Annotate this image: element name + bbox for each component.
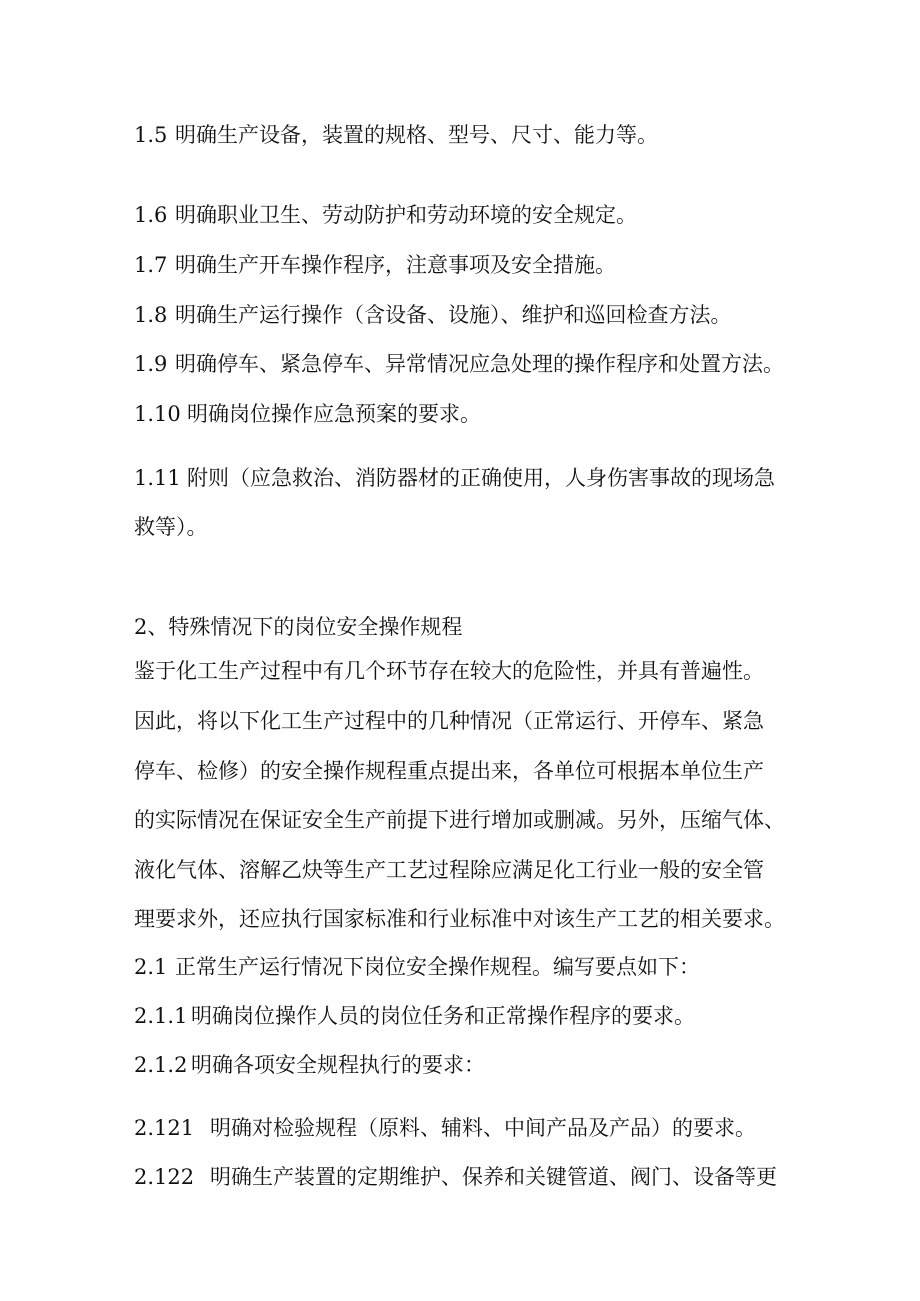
- list-item-1-11: [134, 463, 775, 493]
- item-number: 1.8: [134, 303, 168, 327]
- item-number: 2.1: [134, 955, 168, 979]
- item-number: 1.9: [134, 352, 168, 376]
- item-text: 明确生产开车操作程序，注意事项及安全措施。: [175, 253, 616, 277]
- item-text: 明确各项安全规程执行的要求：: [191, 1053, 485, 1077]
- list-item-1-9: [134, 349, 784, 379]
- item-number: 1.11: [134, 466, 181, 490]
- paragraph-line: 的实际情况在保证安全生产前提下进行增加或删减。另外，压缩气体、: [134, 808, 785, 832]
- list-item-1-7: [134, 250, 616, 280]
- list-item-1-11-continuation: [134, 512, 208, 542]
- item-number: 1.10: [134, 402, 181, 426]
- paragraph-line: 停车、检修）的安全操作规程重点提出来，各单位可根据本单位生产: [134, 759, 764, 783]
- item-text: 明确岗位操作应急预案的要求。: [187, 402, 481, 426]
- paragraph-line: 理要求外，还应执行国家标准和行业标准中对该生产工艺的相关要求。: [134, 907, 785, 931]
- sub-item-2-121: [134, 1113, 756, 1143]
- item-number: 2.1.1: [134, 1004, 188, 1028]
- paragraph-line: 因此，将以下化工生产过程中的几种情况（正常运行、开停车、紧急: [134, 709, 764, 733]
- item-number: 1.6: [134, 203, 168, 227]
- paragraph-line: 液化气体、溶解乙炔等生产工艺过程除应满足化工行业一般的安全管: [134, 858, 764, 882]
- sub-item-2-1: [134, 952, 700, 982]
- paragraph-line: 鉴于化工生产过程中有几个环节存在较大的危险性，并具有普遍性。: [134, 659, 764, 683]
- item-text: 附则（应急救治、消防器材的正确使用，人身伤害事故的现场急: [187, 466, 775, 490]
- sub-item-2-122: [134, 1162, 777, 1192]
- sub-item-2-1-2: [134, 1050, 485, 1080]
- item-number: 1.5: [134, 123, 168, 147]
- item-text: 明确生产设备，装置的规格、型号、尺寸、能力等。: [175, 123, 658, 147]
- item-text: 明确停车、紧急停车、异常情况应急处理的操作程序和处置方法。: [175, 352, 784, 376]
- item-number: 2.122: [134, 1165, 195, 1189]
- item-number: 1.7: [134, 253, 168, 277]
- item-text: 救等）。: [134, 515, 208, 539]
- list-item-1-8: [134, 300, 732, 330]
- item-text: 明确对检验规程（原料、辅料、中间产品及产品）的要求。: [210, 1116, 756, 1140]
- item-text: 明确生产装置的定期维护、保养和关键管道、阀门、设备等更: [210, 1165, 777, 1189]
- item-text: 明确生产运行操作（含设备、设施）、维护和巡回检查方法。: [175, 303, 732, 327]
- item-text: 明确岗位操作人员的岗位任务和正常操作程序的要求。: [191, 1004, 695, 1028]
- list-item-1-5: [134, 120, 658, 150]
- item-text: 明确职业卫生、劳动防护和劳动环境的安全规定。: [175, 203, 637, 227]
- list-item-1-10: [134, 399, 481, 429]
- item-number: 2.121: [134, 1116, 195, 1140]
- item-text: 正常生产运行情况下岗位安全操作规程。编写要点如下：: [175, 955, 700, 979]
- section-heading: 2、特殊情况下的岗位安全操作规程: [134, 615, 463, 639]
- item-number: 2.1.2: [134, 1053, 188, 1077]
- list-item-1-6: [134, 200, 637, 230]
- sub-item-2-1-1: [134, 1001, 695, 1031]
